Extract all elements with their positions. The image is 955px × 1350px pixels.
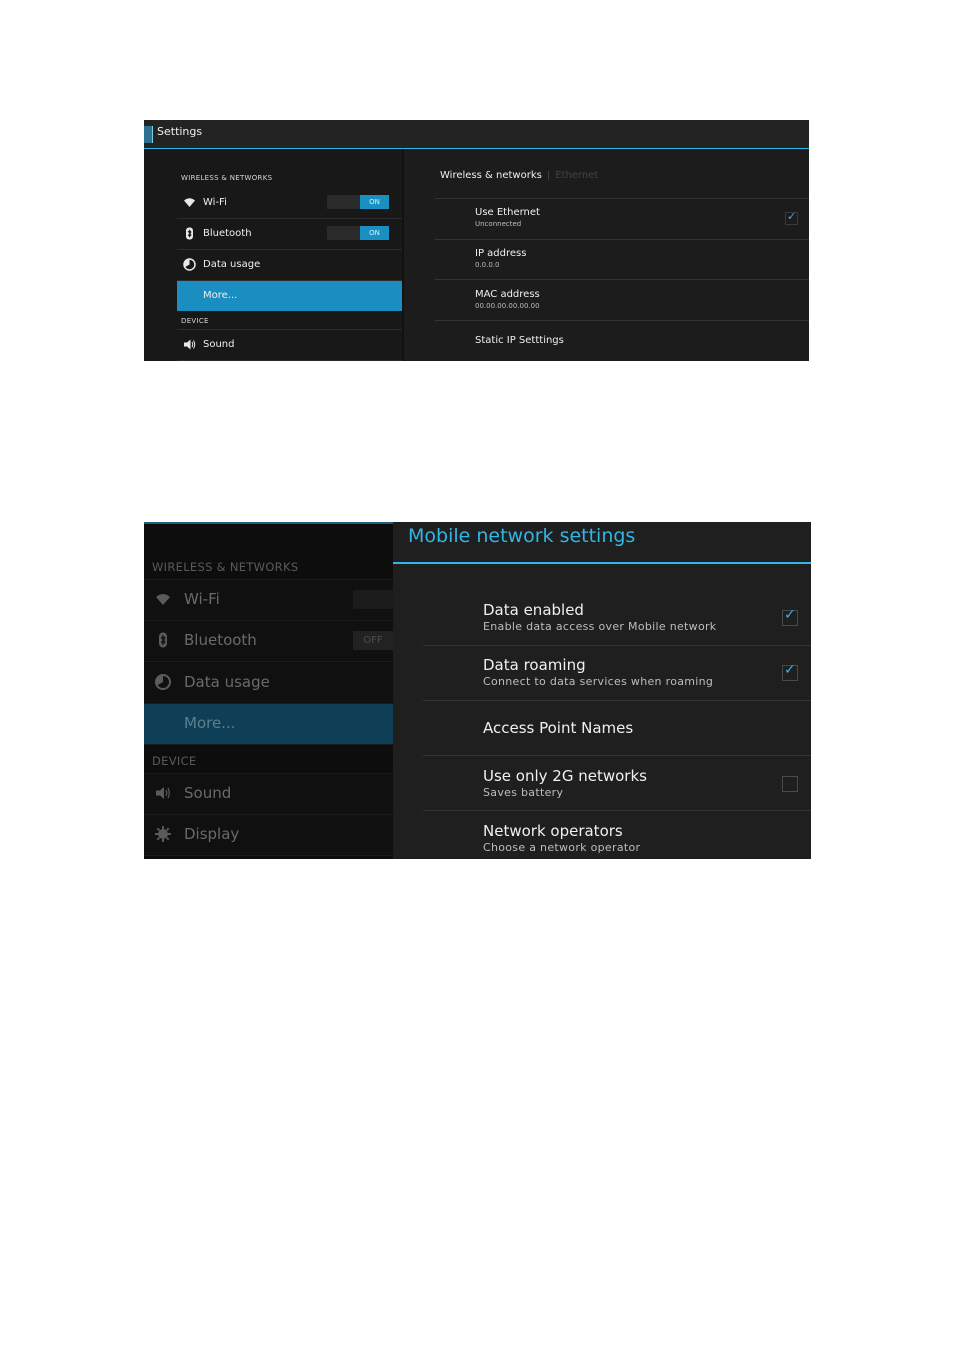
display-brightness-icon xyxy=(155,826,171,842)
sidebar-item-label: More... xyxy=(184,714,236,732)
use-ethernet-pref[interactable] xyxy=(475,207,540,228)
sidebar-item-display[interactable] xyxy=(144,815,393,856)
data-usage-icon xyxy=(155,674,171,690)
breadcrumb xyxy=(440,170,598,181)
pref-title: Static IP Setttings xyxy=(475,335,564,346)
bluetooth-toggle-state: OFF xyxy=(353,631,393,650)
sidebar-item-label: Data usage xyxy=(203,259,261,270)
pref-summary: Saves battery xyxy=(483,786,564,799)
mac-address-pref[interactable] xyxy=(475,289,540,310)
divider xyxy=(423,645,811,646)
settings-sidebar xyxy=(144,522,393,859)
sidebar-item-label: Data usage xyxy=(184,673,270,691)
use-only-2g-checkbox[interactable] xyxy=(782,776,798,792)
data-enabled-checkbox[interactable] xyxy=(782,607,798,626)
speaker-icon xyxy=(155,785,171,801)
settings-sidebar xyxy=(144,149,402,361)
static-ip-pref[interactable] xyxy=(475,335,564,346)
sidebar-item-label: Bluetooth xyxy=(184,631,257,649)
speaker-icon xyxy=(183,338,196,351)
wifi-icon xyxy=(183,196,196,209)
sidebar-item-wifi[interactable] xyxy=(177,188,402,219)
access-point-names-pref[interactable] xyxy=(483,719,633,737)
app-title: Settings xyxy=(157,125,203,138)
pref-title: IP address xyxy=(475,248,527,259)
data-enabled-pref[interactable] xyxy=(483,601,716,633)
sidebar-item-label: Sound xyxy=(203,339,235,350)
ethernet-settings-screenshot xyxy=(144,120,809,361)
pref-title: Use only 2G networks xyxy=(483,767,647,785)
pref-summary: Unconnected xyxy=(475,220,522,228)
pref-title: Use Ethernet xyxy=(475,207,540,218)
bluetooth-toggle[interactable] xyxy=(327,226,389,240)
section-header-wireless: WIRELESS & NETWORKS xyxy=(152,560,299,574)
bluetooth-icon xyxy=(183,227,196,240)
divider xyxy=(423,755,811,756)
sidebar-item-more[interactable] xyxy=(177,281,402,311)
sidebar-item-data-usage[interactable] xyxy=(144,663,393,704)
sidebar-item-bluetooth[interactable] xyxy=(177,219,402,250)
sidebar-item-wifi[interactable] xyxy=(144,579,393,621)
pref-title: MAC address xyxy=(475,289,540,300)
divider xyxy=(435,198,809,199)
pref-title: Network operators xyxy=(483,822,623,840)
sidebar-item-sound[interactable] xyxy=(144,773,393,815)
wifi-toggle[interactable] xyxy=(353,590,393,609)
divider xyxy=(435,279,809,280)
sidebar-item-label: Display xyxy=(184,825,240,843)
sidebar-item-more[interactable] xyxy=(144,704,393,745)
pref-summary: Choose a network operator xyxy=(483,841,641,854)
section-header-wireless: WIRELESS & NETWORKS xyxy=(181,174,273,182)
pref-title: Access Point Names xyxy=(483,719,634,737)
divider xyxy=(435,320,809,321)
use-ethernet-checkbox[interactable] xyxy=(785,212,798,225)
pane-header xyxy=(393,522,811,564)
sidebar-item-bluetooth[interactable] xyxy=(144,621,393,662)
ethernet-detail-pane xyxy=(404,149,809,361)
sidebar-item-label: Sound xyxy=(184,784,232,802)
divider xyxy=(423,810,811,811)
sidebar-item-sound[interactable] xyxy=(177,329,402,361)
data-usage-icon xyxy=(183,258,196,271)
pref-summary: Connect to data services when roaming xyxy=(483,675,714,688)
sidebar-item-label: Bluetooth xyxy=(203,228,252,239)
breadcrumb-ethernet[interactable]: Ethernet xyxy=(555,170,599,181)
mobile-network-pane xyxy=(393,522,811,859)
checkmark-icon: ✓ xyxy=(784,662,796,678)
data-roaming-checkbox[interactable] xyxy=(782,662,798,681)
use-only-2g-pref[interactable] xyxy=(483,767,647,799)
checkmark-icon: ✓ xyxy=(784,607,796,623)
action-bar xyxy=(144,120,809,149)
pref-title: Data roaming xyxy=(483,656,586,674)
divider xyxy=(423,700,811,701)
bluetooth-toggle[interactable] xyxy=(353,631,393,650)
pref-title: Data enabled xyxy=(483,601,584,619)
divider xyxy=(435,239,809,240)
pref-summary: Enable data access over Mobile network xyxy=(483,620,717,633)
page-title: Mobile network settings xyxy=(408,525,636,547)
breadcrumb-separator: | xyxy=(546,170,551,181)
sidebar-item-label: More... xyxy=(203,290,238,301)
data-roaming-pref[interactable] xyxy=(483,656,713,688)
pref-summary: 00.00.00.00.00.00 xyxy=(475,302,540,310)
wifi-icon xyxy=(155,591,171,607)
sidebar-item-label: Wi-Fi xyxy=(203,197,227,208)
wifi-toggle-state: ON xyxy=(360,195,389,209)
bluetooth-icon xyxy=(155,632,171,648)
bluetooth-toggle-state: ON xyxy=(360,226,389,240)
section-header-device: DEVICE xyxy=(181,317,209,325)
section-header-device: DEVICE xyxy=(152,754,197,768)
network-operators-pref[interactable] xyxy=(483,822,640,854)
checkmark-icon: ✓ xyxy=(787,210,797,223)
sidebar-item-data-usage[interactable] xyxy=(177,250,402,281)
settings-app-icon[interactable] xyxy=(144,126,153,143)
breadcrumb-wireless[interactable]: Wireless & networks xyxy=(440,170,542,181)
sidebar-item-label: Wi-Fi xyxy=(184,590,220,608)
mobile-network-screenshot xyxy=(144,522,811,859)
wifi-toggle[interactable] xyxy=(327,195,389,209)
pref-summary: 0.0.0.0 xyxy=(475,261,500,269)
ip-address-pref[interactable] xyxy=(475,248,526,269)
